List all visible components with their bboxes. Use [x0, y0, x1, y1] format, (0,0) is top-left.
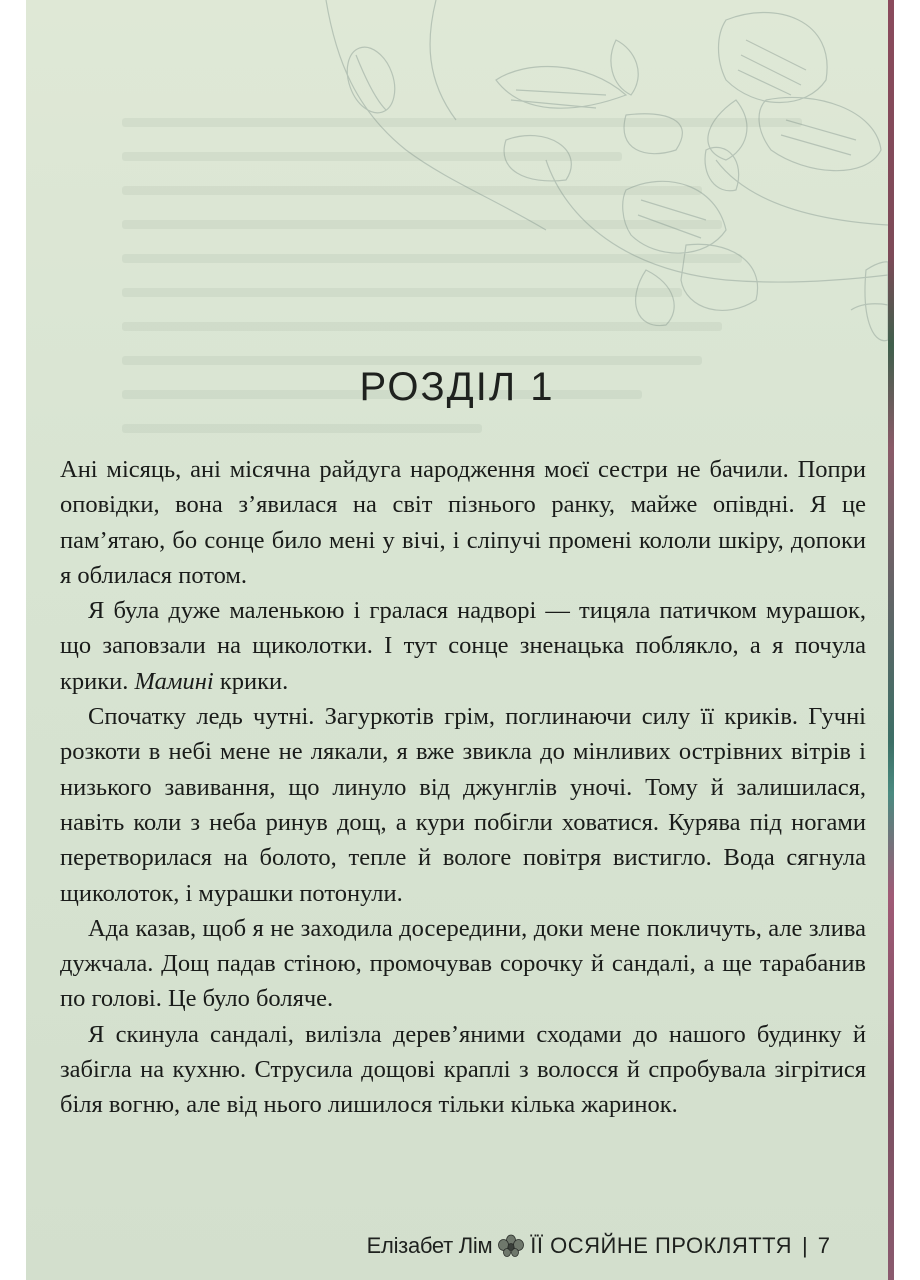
bleed-through-text [122, 152, 622, 161]
paragraph-text: Ані місяць, ані місячна райдуга народження моєї сестри не бачили. Попри оповідки, вона з’явилася на світ пізнього ранку, майже опівдні. Я це пам’ятаю, бо сонце било мені у вічі, і сліпучі промені кололи шкіру, допоки я облилася потом. [60, 456, 866, 589]
book-page [26, 0, 888, 1280]
bleed-through-text [122, 288, 682, 297]
paragraph [60, 699, 866, 911]
orchid-icon [498, 1234, 524, 1258]
paragraph-text: Ада казав, щоб я не заходила досередини, доки мене покличуть, але злива дужчала. Дощ падав стіною, промочував сорочку й сандалі, а ще тарабанив по голові. Це було боляче. [60, 914, 866, 1013]
paragraph [60, 452, 866, 593]
running-footer [367, 1233, 830, 1259]
page-number: 7 [817, 1233, 830, 1258]
paragraph-text: Спочатку ледь чутні. Загуркотів грім, поглинаючи силу її криків. Гучні розкоти в небі мене не лякали, я вже звикла до мінливих острівних вітрів і низького завивання, що линуло від джунглів уночі. Тому й залишилася, навіть коли з неба ринув дощ, а кури побігли ховатися. Курява під ногами перетворилася на болото, тепле й вологе повітря вистигло. Вода сягнула щиколоток, і мурашки потонули. [60, 703, 866, 907]
paragraph [60, 911, 866, 1017]
bleed-through-text [122, 118, 802, 127]
emphasis-text: Мамині [134, 667, 214, 695]
bleed-through-text [122, 356, 702, 365]
paragraph-text: крики. [213, 667, 289, 695]
chapter-title: РОЗДІЛ 1 [359, 364, 555, 409]
chapter-body [60, 452, 866, 1123]
bleed-through-text [122, 254, 742, 263]
footer-author: Елізабет Лім [366, 1233, 493, 1258]
paragraph [60, 1017, 866, 1123]
footer-book-title: ЇЇ ОСЯЙНЕ ПРОКЛЯТТЯ [530, 1233, 793, 1258]
bleed-through-text [122, 186, 702, 195]
paragraph [60, 593, 866, 699]
bleed-through-text [122, 322, 722, 331]
footer-separator: | [802, 1233, 808, 1258]
page-edge-strip [888, 0, 894, 1280]
bleed-through-text [122, 220, 722, 229]
paragraph-text: Я скинула сандалі, вилізла дерев’яними сходами до нашого будинку й забігла на кухню. Струсила дощові краплі з волосся й спробувала зігрітися біля вогню, але від нього лишилося тільки кілька жаринок. [60, 1020, 866, 1119]
paragraph-text: Я була дуже маленькою і гралася надворі — тицяла патичком мурашок, що заповзали на щиколотки. І тут сонце зненацька поблякло, а я почула крики. [60, 597, 866, 695]
bleed-through-text [122, 424, 482, 433]
